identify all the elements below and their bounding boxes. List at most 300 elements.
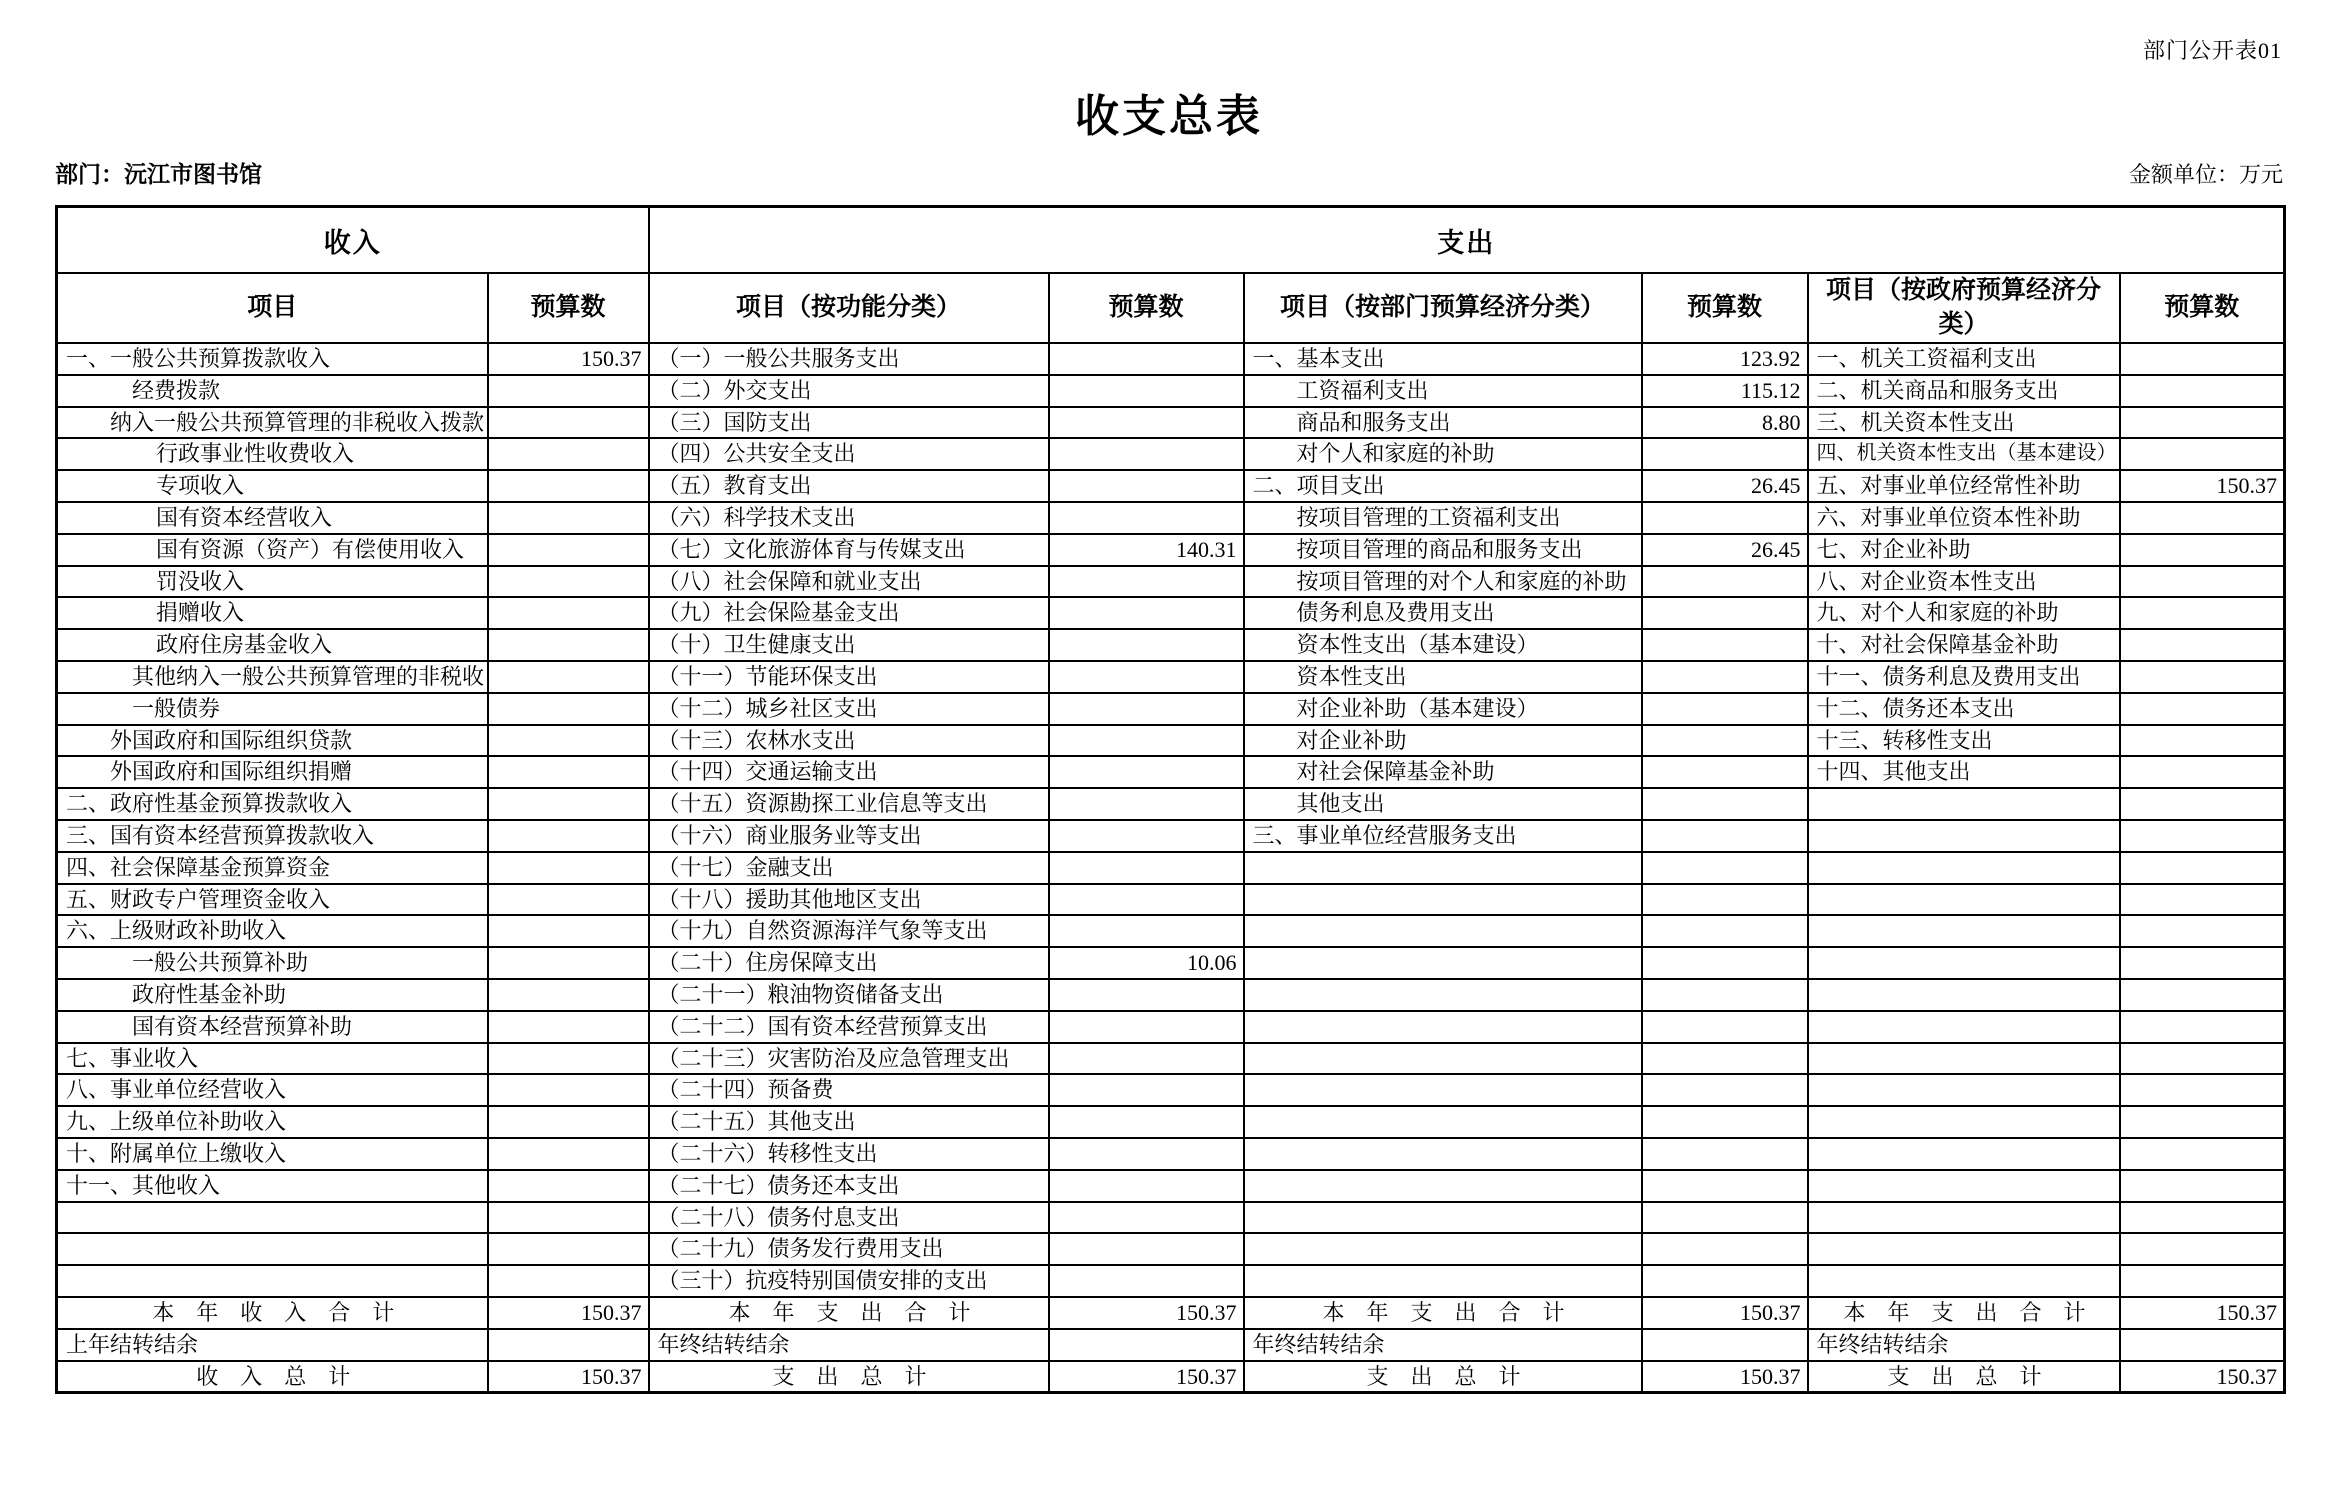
income-item-cell: 六、上级财政补助收入 [57,915,488,947]
table-row [57,852,2285,884]
income-budget-cell: 150.37 [488,1297,649,1329]
col-header-func-budget: 预算数 [1049,273,1244,343]
dept-budget-cell [1642,1202,1808,1234]
func-item-cell: （十八）援助其他地区支出 [649,884,1049,916]
gov-item-cell: 八、对企业资本性支出 [1808,566,2120,598]
dept-budget-cell [1642,788,1808,820]
func-item-cell: （十）卫生健康支出 [649,629,1049,661]
section-header-row [57,207,2285,274]
gov-budget-cell [2120,725,2285,757]
table-row [57,1043,2285,1075]
dept-budget-cell [1642,502,1808,534]
gov-item-cell: 本年支出合计 [1808,1297,2120,1329]
func-budget-cell: 10.06 [1049,947,1244,979]
func-budget-cell [1049,407,1244,439]
table-row [57,375,2285,407]
dept-item-cell [1244,1011,1642,1043]
dept-budget-cell [1642,756,1808,788]
func-item-cell: （五）教育支出 [649,470,1049,502]
dept-budget-cell [1642,1233,1808,1265]
func-item-cell: 本年支出合计 [649,1297,1049,1329]
func-item-cell: （十五）资源勘探工业信息等支出 [649,788,1049,820]
income-budget-cell [488,820,649,852]
table-row [57,1265,2285,1297]
gov-item-cell [1808,852,2120,884]
func-budget-cell [1049,661,1244,693]
income-budget-cell [488,566,649,598]
dept-budget-cell [1642,1265,1808,1297]
dept-budget-cell [1642,438,1808,470]
column-header-row [57,273,2285,343]
table-row [57,693,2285,725]
func-budget-cell [1049,1202,1244,1234]
dept-item-cell: 年终结转结余 [1244,1329,1642,1361]
income-budget-cell [488,1233,649,1265]
income-item-cell: 纳入一般公共预算管理的非税收入拨款 [57,407,488,439]
gov-budget-cell [2120,661,2285,693]
income-item-cell: 政府性基金补助 [57,979,488,1011]
gov-item-cell: 六、对事业单位资本性补助 [1808,502,2120,534]
table-row [57,534,2285,566]
dept-item-cell: 工资福利支出 [1244,375,1642,407]
gov-item-cell [1808,1106,2120,1138]
gov-budget-cell [2120,1329,2285,1361]
func-budget-cell [1049,1170,1244,1202]
table-row [57,947,2285,979]
table-row [57,1011,2285,1043]
income-budget-cell [488,502,649,534]
dept-item-cell: 按项目管理的工资福利支出 [1244,502,1642,534]
gov-item-cell [1808,1011,2120,1043]
func-item-cell: （十六）商业服务业等支出 [649,820,1049,852]
income-item-cell: 外国政府和国际组织捐赠 [57,756,488,788]
dept-item-cell [1244,852,1642,884]
gov-item-cell: 十四、其他支出 [1808,756,2120,788]
col-header-gov-item: 项目（按政府预算经济分类） [1808,273,2120,343]
dept-item-cell: 本年支出合计 [1244,1297,1642,1329]
table-row [57,1297,2285,1329]
func-budget-cell: 140.31 [1049,534,1244,566]
income-budget-cell [488,852,649,884]
income-budget-cell [488,407,649,439]
table-row [57,1170,2285,1202]
func-item-cell: （二十九）债务发行费用支出 [649,1233,1049,1265]
func-item-cell: （二十三）灾害防治及应急管理支出 [649,1043,1049,1075]
income-budget-cell [488,438,649,470]
gov-item-cell: 年终结转结余 [1808,1329,2120,1361]
income-budget-cell [488,884,649,916]
gov-budget-cell [2120,915,2285,947]
budget-table-body [57,343,2285,1393]
income-budget-cell [488,788,649,820]
dept-item-cell: 其他支出 [1244,788,1642,820]
income-budget-cell [488,1170,649,1202]
func-budget-cell [1049,725,1244,757]
dept-budget-cell [1642,852,1808,884]
func-budget-cell [1049,1011,1244,1043]
func-budget-cell [1049,852,1244,884]
func-item-cell: （二十四）预备费 [649,1074,1049,1106]
dept-budget-cell: 115.12 [1642,375,1808,407]
func-budget-cell [1049,915,1244,947]
func-item-cell: （二十二）国有资本经营预算支出 [649,1011,1049,1043]
income-budget-cell [488,1265,649,1297]
gov-item-cell: 九、对个人和家庭的补助 [1808,597,2120,629]
table-row [57,1138,2285,1170]
gov-budget-cell [2120,884,2285,916]
table-row [57,820,2285,852]
dept-item-cell: 按项目管理的对个人和家庭的补助 [1244,566,1642,598]
gov-budget-cell [2120,947,2285,979]
dept-budget-cell [1642,725,1808,757]
table-row [57,629,2285,661]
income-section-header: 收入 [57,207,649,274]
func-budget-cell: 150.37 [1049,1361,1244,1393]
func-item-cell: （十一）节能环保支出 [649,661,1049,693]
dept-budget-cell: 26.45 [1642,534,1808,566]
meta-row [55,156,2283,189]
unit-label: 金额单位：万元 [2128,162,2283,187]
gov-budget-cell [2120,979,2285,1011]
gov-budget-cell [2120,1265,2285,1297]
gov-item-cell [1808,979,2120,1011]
func-budget-cell [1049,979,1244,1011]
income-item-cell: 二、政府性基金预算拨款收入 [57,788,488,820]
func-budget-cell [1049,820,1244,852]
col-header-income-budget: 预算数 [488,273,649,343]
func-budget-cell [1049,597,1244,629]
income-budget-cell [488,915,649,947]
gov-budget-cell [2120,1106,2285,1138]
func-item-cell: （二十八）债务付息支出 [649,1202,1049,1234]
gov-item-cell [1808,1170,2120,1202]
gov-item-cell [1808,788,2120,820]
income-item-cell: 行政事业性收费收入 [57,438,488,470]
dept-item-cell [1244,1106,1642,1138]
page-title: 收支总表 [1075,92,1263,141]
dept-item-cell: 资本性支出 [1244,661,1642,693]
func-budget-cell [1049,1138,1244,1170]
dept-item-cell: 商品和服务支出 [1244,407,1642,439]
gov-budget-cell [2120,820,2285,852]
income-item-cell: 三、国有资本经营预算拨款收入 [57,820,488,852]
gov-budget-cell [2120,1011,2285,1043]
income-budget-cell [488,1043,649,1075]
income-item-cell: 捐赠收入 [57,597,488,629]
table-row [57,788,2285,820]
income-budget-cell: 150.37 [488,343,649,375]
func-budget-cell [1049,1329,1244,1361]
gov-budget-cell [2120,852,2285,884]
gov-budget-cell [2120,1202,2285,1234]
dept-budget-cell [1642,1138,1808,1170]
col-header-income-item: 项目 [57,273,488,343]
dept-item-cell [1244,947,1642,979]
gov-item-cell [1808,947,2120,979]
income-budget-cell [488,1202,649,1234]
income-item-cell: 本年收入合计 [57,1297,488,1329]
dept-budget-cell [1642,1170,1808,1202]
col-header-gov-budget: 预算数 [2120,273,2285,343]
income-item-cell [57,1265,488,1297]
gov-budget-cell [2120,1074,2285,1106]
dept-item-cell: 按项目管理的商品和服务支出 [1244,534,1642,566]
func-budget-cell [1049,1043,1244,1075]
dept-budget-cell [1642,597,1808,629]
gov-item-cell [1808,1202,2120,1234]
income-budget-cell [488,1011,649,1043]
dept-budget-cell: 123.92 [1642,343,1808,375]
table-row [57,915,2285,947]
func-item-cell: （七）文化旅游体育与传媒支出 [649,534,1049,566]
gov-budget-cell [2120,597,2285,629]
income-budget-cell [488,629,649,661]
col-header-dept-item: 项目（按部门预算经济分类） [1244,273,1642,343]
func-budget-cell [1049,502,1244,534]
func-item-cell: （三）国防支出 [649,407,1049,439]
table-row [57,756,2285,788]
func-budget-cell [1049,884,1244,916]
gov-budget-cell [2120,502,2285,534]
func-budget-cell [1049,629,1244,661]
dept-item-cell [1244,1074,1642,1106]
gov-item-cell: 五、对事业单位经常性补助 [1808,470,2120,502]
budget-table [55,205,2286,1394]
gov-item-cell: 支出总计 [1808,1361,2120,1393]
func-budget-cell [1049,1233,1244,1265]
gov-item-cell [1808,1265,2120,1297]
func-budget-cell: 150.37 [1049,1297,1244,1329]
dept-item-cell [1244,1233,1642,1265]
department-label: 部门：沅江市图书馆 [55,162,262,187]
gov-budget-cell [2120,756,2285,788]
gov-budget-cell [2120,1170,2285,1202]
expenditure-section-header: 支出 [649,207,2285,274]
income-item-cell: 一般公共预算补助 [57,947,488,979]
dept-budget-cell [1642,1074,1808,1106]
gov-budget-cell [2120,1233,2285,1265]
table-row [57,1233,2285,1265]
gov-item-cell [1808,1233,2120,1265]
income-budget-cell [488,693,649,725]
income-item-cell: 十、附属单位上缴收入 [57,1138,488,1170]
dept-item-cell: 三、事业单位经营服务支出 [1244,820,1642,852]
dept-budget-cell: 150.37 [1642,1361,1808,1393]
dept-item-cell [1244,1265,1642,1297]
dept-budget-cell [1642,820,1808,852]
func-item-cell: （二十五）其他支出 [649,1106,1049,1138]
income-budget-cell [488,979,649,1011]
gov-budget-cell [2120,566,2285,598]
income-item-cell: 外国政府和国际组织贷款 [57,725,488,757]
table-row [57,979,2285,1011]
func-item-cell: （十九）自然资源海洋气象等支出 [649,915,1049,947]
income-budget-cell: 150.37 [488,1361,649,1393]
func-budget-cell [1049,1074,1244,1106]
gov-budget-cell [2120,343,2285,375]
income-item-cell: 八、事业单位经营收入 [57,1074,488,1106]
table-row [57,566,2285,598]
table-row [57,1106,2285,1138]
gov-item-cell [1808,1138,2120,1170]
income-budget-cell [488,1074,649,1106]
table-row [57,597,2285,629]
func-budget-cell [1049,693,1244,725]
func-item-cell: （二十六）转移性支出 [649,1138,1049,1170]
table-row [57,1074,2285,1106]
gov-budget-cell [2120,788,2285,820]
table-row [57,407,2285,439]
table-row [57,343,2285,375]
dept-item-cell [1244,1170,1642,1202]
gov-budget-cell [2120,407,2285,439]
income-item-cell: 一般债券 [57,693,488,725]
table-row [57,1361,2285,1393]
gov-item-cell: 一、机关工资福利支出 [1808,343,2120,375]
gov-budget-cell: 150.37 [2120,1297,2285,1329]
gov-item-cell [1808,1043,2120,1075]
dept-item-cell: 对社会保障基金补助 [1244,756,1642,788]
func-item-cell: （十四）交通运输支出 [649,756,1049,788]
dept-budget-cell: 8.80 [1642,407,1808,439]
func-item-cell: （六）科学技术支出 [649,502,1049,534]
gov-budget-cell [2120,534,2285,566]
income-item-cell: 一、一般公共预算拨款收入 [57,343,488,375]
gov-item-cell: 十、对社会保障基金补助 [1808,629,2120,661]
income-budget-cell [488,1106,649,1138]
func-budget-cell [1049,438,1244,470]
dept-budget-cell [1642,884,1808,916]
dept-item-cell [1244,1138,1642,1170]
table-row [57,1329,2285,1361]
table-row [57,884,2285,916]
income-item-cell: 七、事业收入 [57,1043,488,1075]
dept-budget-cell [1642,566,1808,598]
table-row [57,725,2285,757]
income-budget-cell [488,947,649,979]
table-row [57,502,2285,534]
func-budget-cell [1049,1106,1244,1138]
gov-budget-cell [2120,1138,2285,1170]
income-item-cell: 上年结转结余 [57,1329,488,1361]
dept-budget-cell [1642,629,1808,661]
func-budget-cell [1049,1265,1244,1297]
dept-item-cell: 一、基本支出 [1244,343,1642,375]
income-budget-cell [488,597,649,629]
table-row [57,470,2285,502]
func-item-cell: （一）一般公共服务支出 [649,343,1049,375]
table-row [57,661,2285,693]
income-item-cell: 专项收入 [57,470,488,502]
gov-item-cell: 十一、债务利息及费用支出 [1808,661,2120,693]
dept-budget-cell [1642,1106,1808,1138]
income-budget-cell [488,1138,649,1170]
gov-budget-cell: 150.37 [2120,1361,2285,1393]
gov-item-cell: 二、机关商品和服务支出 [1808,375,2120,407]
income-item-cell: 经费拨款 [57,375,488,407]
income-item-cell [57,1233,488,1265]
income-item-cell: 国有资本经营收入 [57,502,488,534]
dept-item-cell [1244,884,1642,916]
dept-item-cell: 支出总计 [1244,1361,1642,1393]
dept-item-cell [1244,915,1642,947]
func-item-cell: （四）公共安全支出 [649,438,1049,470]
dept-item-cell: 对企业补助 [1244,725,1642,757]
gov-budget-cell [2120,1043,2285,1075]
dept-item-cell [1244,1202,1642,1234]
income-item-cell: 国有资源（资产）有偿使用收入 [57,534,488,566]
gov-budget-cell [2120,629,2285,661]
table-row [57,1202,2285,1234]
income-item-cell: 五、财政专户管理资金收入 [57,884,488,916]
gov-item-cell: 十二、债务还本支出 [1808,693,2120,725]
func-item-cell: （二十）住房保障支出 [649,947,1049,979]
table-row [57,438,2285,470]
func-budget-cell [1049,756,1244,788]
gov-budget-cell: 150.37 [2120,470,2285,502]
income-budget-cell [488,375,649,407]
func-item-cell: （十二）城乡社区支出 [649,693,1049,725]
func-item-cell: 年终结转结余 [649,1329,1049,1361]
dept-budget-cell [1642,1329,1808,1361]
func-item-cell: （二十一）粮油物资储备支出 [649,979,1049,1011]
dept-budget-cell [1642,979,1808,1011]
func-item-cell: （十三）农林水支出 [649,725,1049,757]
income-budget-cell [488,756,649,788]
func-item-cell: （三十）抗疫特别国债安排的支出 [649,1265,1049,1297]
income-item-cell: 四、社会保障基金预算资金 [57,852,488,884]
col-header-func-item: 项目（按功能分类） [649,273,1049,343]
func-item-cell: （八）社会保障和就业支出 [649,566,1049,598]
gov-budget-cell [2120,693,2285,725]
dept-budget-cell [1642,915,1808,947]
dept-budget-cell [1642,947,1808,979]
gov-item-cell [1808,820,2120,852]
dept-item-cell [1244,1043,1642,1075]
gov-item-cell [1808,884,2120,916]
gov-item-cell: 七、对企业补助 [1808,534,2120,566]
dept-item-cell: 资本性支出（基本建设） [1244,629,1642,661]
dept-item-cell: 对个人和家庭的补助 [1244,438,1642,470]
table-number-label: 部门公开表01 [2142,38,2282,63]
gov-item-cell [1808,1074,2120,1106]
dept-budget-cell [1642,661,1808,693]
income-budget-cell [488,1329,649,1361]
income-budget-cell [488,725,649,757]
gov-item-cell: 三、机关资本性支出 [1808,407,2120,439]
func-budget-cell [1049,788,1244,820]
dept-budget-cell: 26.45 [1642,470,1808,502]
gov-item-cell [1808,915,2120,947]
dept-item-cell: 二、项目支出 [1244,470,1642,502]
gov-budget-cell [2120,438,2285,470]
dept-item-cell [1244,979,1642,1011]
gov-item-cell: 十三、转移性支出 [1808,725,2120,757]
dept-budget-cell [1642,693,1808,725]
func-budget-cell [1049,566,1244,598]
dept-budget-cell [1642,1011,1808,1043]
func-budget-cell [1049,375,1244,407]
func-budget-cell [1049,470,1244,502]
income-item-cell: 九、上级单位补助收入 [57,1106,488,1138]
income-item-cell: 国有资本经营预算补助 [57,1011,488,1043]
func-item-cell: （二）外交支出 [649,375,1049,407]
income-item-cell [57,1202,488,1234]
dept-budget-cell [1642,1043,1808,1075]
func-item-cell: （十七）金融支出 [649,852,1049,884]
func-item-cell: （九）社会保险基金支出 [649,597,1049,629]
func-item-cell: 支出总计 [649,1361,1049,1393]
